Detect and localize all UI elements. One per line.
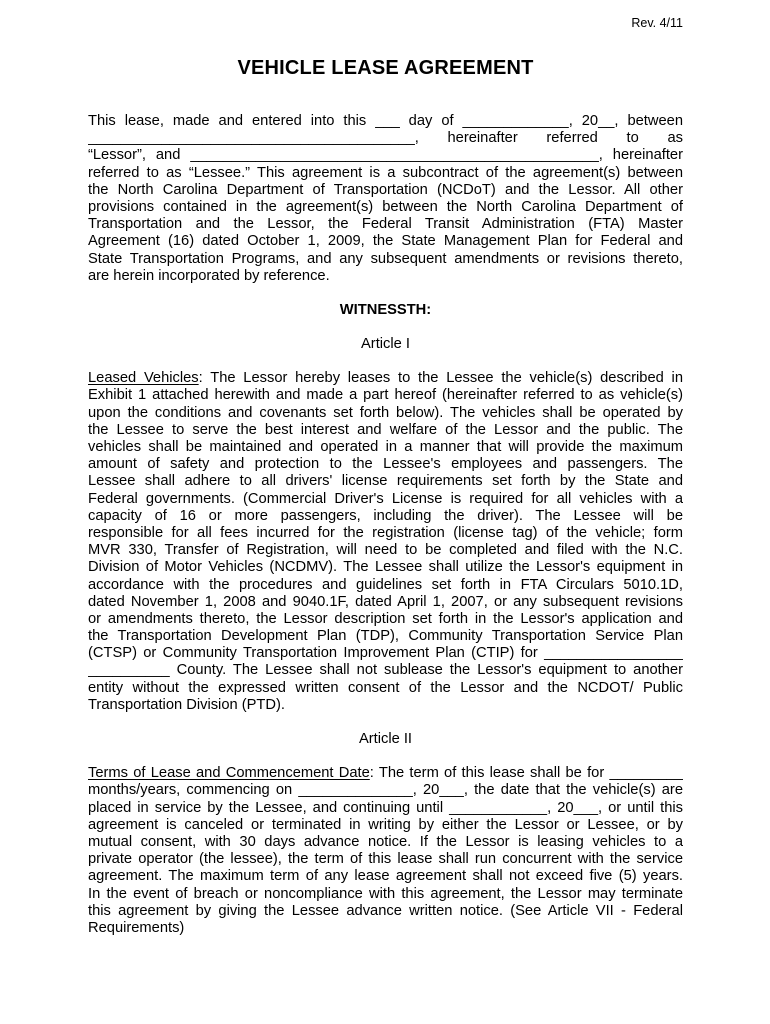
text-line — [88, 216, 683, 233]
text-line — [88, 491, 683, 508]
text-line — [88, 147, 683, 164]
text-line — [88, 508, 683, 525]
text-line — [88, 387, 683, 404]
article-1-paragraph — [88, 370, 683, 714]
text-line — [88, 645, 683, 662]
text-segment: Transportation Division (PTD). — [88, 696, 285, 713]
text-segment: provisions contained in the agreement(s) between the North Carolina Department of — [88, 198, 683, 215]
text-line — [88, 251, 683, 268]
text-segment: Exhibit 1 attached herewith and made a part hereof (hereinafter referred to as vehicle(s) — [88, 387, 683, 404]
text-segment: : The Lessor hereby leases to the Lessee the vehicle(s) described in — [198, 370, 683, 387]
underlined-term: Terms of Lease and Commencement Date — [88, 765, 370, 782]
text-line — [88, 680, 683, 697]
text-segment: or amendments thereto, the Lessor description set forth in the Lessor's application and — [88, 610, 683, 627]
text-segment: Requirements) — [88, 919, 185, 936]
text-segment: capacity of 16 or more passengers, including the driver). The Lessee will be — [88, 507, 683, 524]
text-segment: referred to as “Lessee.” This agreement is a subcontract of the agreement(s) between — [88, 164, 683, 181]
text-line — [88, 697, 683, 714]
witnessth-heading: WITNESSTH: — [339, 301, 432, 318]
article-2-heading: Article II — [358, 731, 413, 747]
text-line — [88, 834, 683, 851]
text-segment: responsible for all fees incurred for the registration (license tag) of the vehicle; form — [88, 524, 683, 541]
text-segment: In the event of breach or noncompliance with this agreement, the Lessor may terminate — [88, 885, 683, 902]
revision-label: Rev. 4/11 — [631, 16, 683, 30]
text-line — [88, 422, 683, 439]
text-segment: “Lessor”, and __________________________________________________, hereinafter — [88, 147, 683, 164]
text-segment: ________________________________________, hereinafter referred to as — [88, 130, 683, 147]
text-segment: Lessee shall adhere to all drivers' license requirements set forth by the State and — [88, 473, 683, 490]
text-segment: : The term of this lease shall be for _________ — [369, 765, 683, 782]
text-segment: the Transportation Development Plan (TDP), Community Transportation Service Plan — [88, 628, 683, 645]
text-line — [88, 456, 683, 473]
text-line — [88, 165, 683, 182]
opening-paragraph — [88, 113, 683, 285]
text-line — [88, 800, 683, 817]
text-segment: Division of Motor Vehicles (NCDMV). The Lessee shall utilize the Lessor's equipment in — [88, 559, 683, 576]
text-line — [88, 130, 683, 147]
text-line — [88, 577, 683, 594]
text-segment: MVR 330, Transfer of Registration, will need to be completed and filed with the N.C. — [88, 542, 683, 559]
text-segment: accordance with the procedures and guidelines set forth in FTA Circulars 5010.1D, — [88, 576, 683, 593]
text-segment: months/years, commencing on ______________, 20___, the date that the vehicle(s) are — [88, 782, 683, 799]
text-segment: vehicles shall be maintained and operated in a manner that will provide the maximum — [88, 439, 683, 455]
text-segment: dated November 1, 2008 and 9040.1F, dated April 1, 2007, or any subsequent revisions — [88, 593, 683, 610]
text-segment: this agreement by giving the Lessee advance written notice. (See Article VII - Federal — [88, 902, 683, 919]
text-segment: Transportation and the Lessor, the Federal Transit Administration (FTA) Master — [88, 216, 683, 233]
text-line — [88, 903, 683, 920]
text-line — [88, 439, 683, 456]
text-line — [88, 920, 683, 937]
text-line — [88, 611, 683, 628]
text-line — [88, 782, 683, 799]
text-line — [88, 594, 683, 611]
text-segment: (CTSP) or Community Transportation Improvement Plan (CTIP) for _________________ — [88, 645, 683, 662]
text-segment: Federal governments. (Commercial Driver's License is required for all vehicles with a — [88, 490, 683, 507]
text-line — [88, 542, 683, 559]
text-segment: the Lessee to serve the best interest and welfare of the Lessor and the public. The — [88, 421, 683, 438]
text-line — [88, 851, 683, 868]
text-segment: upon the conditions and covenants set forth below). The vehicles shall be operated by — [88, 404, 683, 421]
text-line — [88, 559, 683, 576]
text-segment: Agreement (16) dated October 1, 2009, the State Management Plan for Federal and — [88, 233, 683, 250]
text-line — [88, 628, 683, 645]
text-line — [88, 886, 683, 903]
text-line — [88, 233, 683, 250]
text-segment: State Transportation Programs, and any subsequent amendments or revisions thereto, — [88, 250, 683, 267]
text-line — [88, 199, 683, 216]
article-1-heading: Article I — [361, 336, 410, 353]
text-line — [88, 817, 683, 834]
text-line — [88, 473, 683, 490]
text-segment: __________ County. The Lessee shall not sublease the Lessor's equipment to another — [88, 662, 683, 679]
text-segment: agreement. The maximum term of any lease agreement shall not exceed five (5) years. — [88, 868, 683, 885]
text-line — [88, 868, 683, 885]
page-title: VEHICLE LEASE AGREEMENT — [237, 57, 534, 79]
text-segment: This lease, made and entered into this ___ day of _____________, 20__, between — [88, 113, 683, 129]
text-line — [88, 525, 683, 542]
article-2-paragraph — [88, 765, 683, 937]
text-segment: amount of safety and protection to the Lessee's employees and passengers. The — [88, 456, 683, 473]
text-line — [88, 662, 683, 679]
text-line — [88, 370, 683, 387]
text-line — [88, 182, 683, 199]
text-segment: placed in service by the Lessee, and continuing until ____________, 20___, or until this — [88, 799, 683, 816]
text-segment: agreement is canceled or terminated in writing by either the Lessor or Lessee, or by — [88, 816, 683, 833]
text-line — [88, 268, 683, 285]
text-segment: entity without the expressed written consent of the Lessor and the NCDOT/ Public — [88, 679, 683, 696]
text-line — [88, 113, 683, 130]
text-line — [88, 765, 683, 782]
document-blocks — [88, 113, 683, 937]
underlined-term: Leased Vehicles — [88, 370, 199, 387]
text-segment: mutual consent, with 30 days advance notice. If the Lessor is leasing vehicles to a — [88, 833, 683, 850]
text-segment: private operator (the lessee), the term of this lease shall run concurrent with the service — [88, 851, 683, 868]
text-segment: the North Carolina Department of Transportation (NCDoT) and the Lessor. All other — [88, 181, 683, 198]
text-segment: are herein incorporated by reference. — [88, 267, 330, 284]
text-line — [88, 405, 683, 422]
